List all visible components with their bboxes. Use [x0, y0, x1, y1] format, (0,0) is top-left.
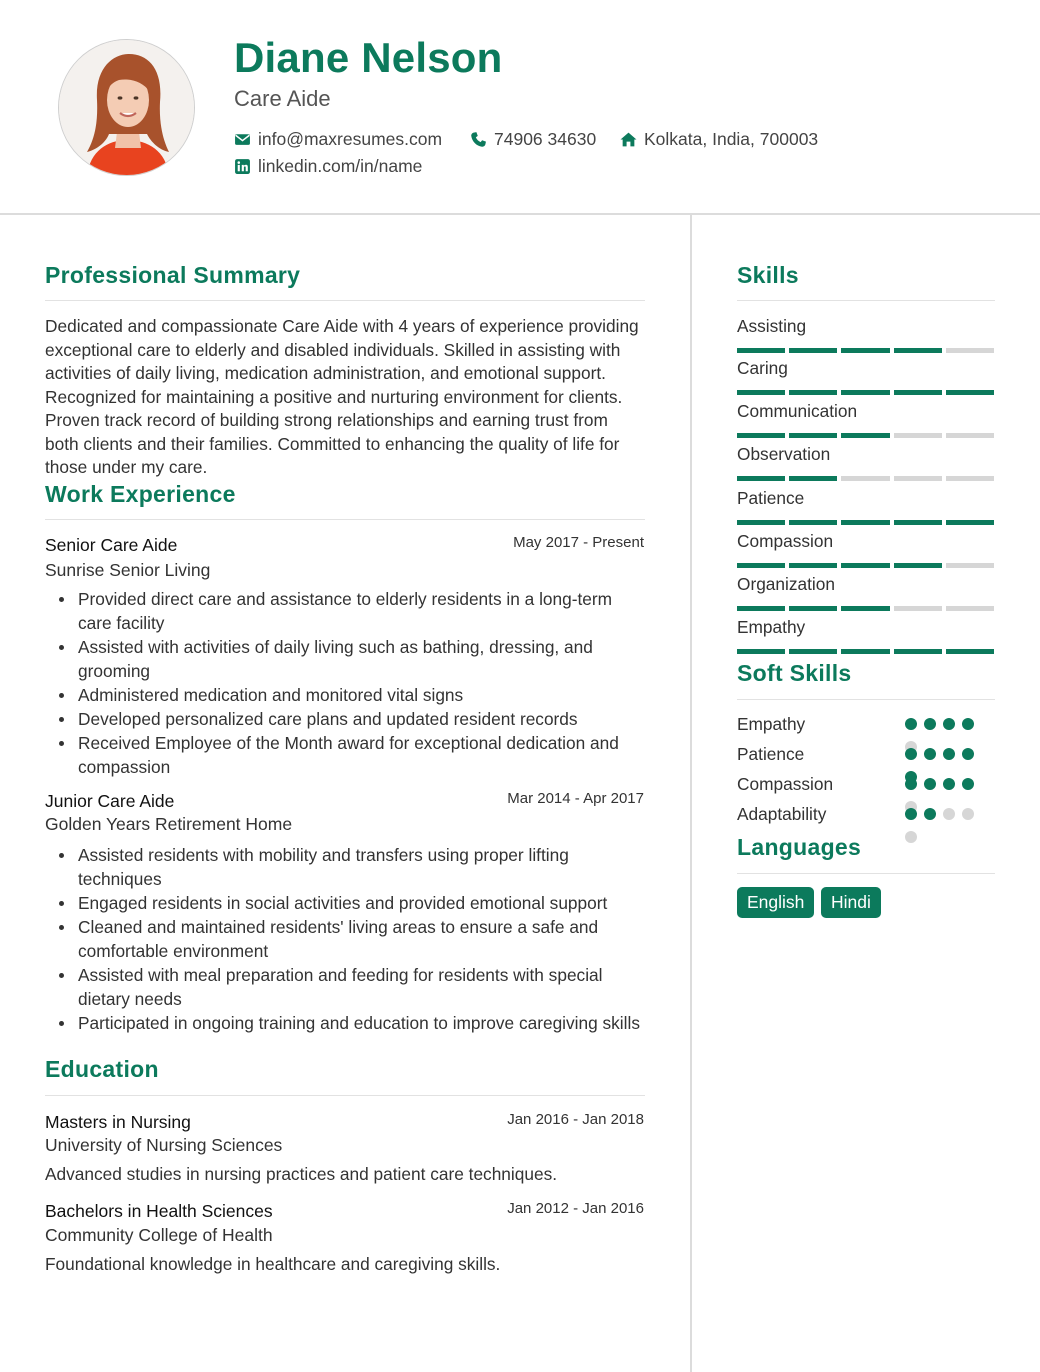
skill-level-segment — [841, 348, 889, 353]
skill-dot — [905, 748, 917, 760]
skill-name: Empathy — [737, 617, 806, 637]
skill-dot — [943, 778, 955, 790]
soft-skill-name: Adaptability — [737, 804, 827, 824]
skill-level-segment — [841, 476, 889, 481]
skill-level-segment — [894, 390, 942, 395]
skill-level-segment — [841, 606, 889, 611]
skill-level-segment — [894, 348, 942, 353]
school-name: Community College of Health — [45, 1225, 273, 1245]
degree-title: Masters in Nursing — [45, 1112, 191, 1132]
education-heading: Education — [45, 1056, 159, 1082]
job-bullet: Assisted residents with mobility and transfers using proper lifting techniques — [45, 843, 650, 891]
candidate-title: Care Aide — [234, 86, 331, 111]
skill-level-segment — [946, 476, 994, 481]
linkedin-text: linkedin.com/in/name — [258, 156, 423, 176]
skill-level-segment — [946, 606, 994, 611]
location-text: Kolkata, India, 700003 — [644, 129, 819, 149]
skill-name: Observation — [737, 444, 831, 464]
skill-level-bar — [737, 348, 994, 353]
job-bullet: Received Employee of the Month award for exceptional dedication and compassion — [45, 731, 650, 779]
job-bullet: Provided direct care and assistance to elderly residents in a long-term care facility — [45, 587, 650, 635]
skill-dot — [962, 718, 974, 730]
skill-level-segment — [894, 563, 942, 568]
skill-level-bar — [737, 476, 994, 481]
summary-rule — [45, 300, 645, 301]
job-bullet: Participated in ongoing training and education to improve caregiving skills — [45, 1011, 650, 1035]
skill-level-segment — [946, 563, 994, 568]
languages-heading: Languages — [737, 834, 862, 860]
degree-date: Jan 2012 - Jan 2016 — [507, 1200, 644, 1217]
skill-level-segment — [789, 348, 837, 353]
degree-date: Jan 2016 - Jan 2018 — [507, 1111, 644, 1128]
skill-level-segment — [737, 476, 785, 481]
skill-name: Compassion — [737, 531, 834, 551]
phone-contact[interactable] — [470, 129, 596, 150]
job-bullets — [45, 587, 650, 779]
job-bullet: Cleaned and maintained residents' living areas to ensure a safe and comfortable environment — [45, 915, 650, 963]
skill-level-segment — [737, 390, 785, 395]
soft-skills-rule — [737, 699, 995, 700]
skill-level-segment — [737, 433, 785, 438]
job-title: Senior Care Aide — [45, 535, 178, 555]
skill-level-segment — [841, 649, 889, 654]
job-organization: Golden Years Retirement Home — [45, 814, 293, 834]
skill-item — [737, 531, 994, 568]
candidate-name: Diane Nelson — [234, 34, 503, 81]
location-contact — [620, 129, 818, 150]
job-bullet: Assisted with meal preparation and feeding for residents with special dietary needs — [45, 963, 650, 1011]
language-badge: English — [737, 887, 814, 918]
profile-photo — [58, 39, 195, 176]
linkedin-contact[interactable] — [234, 156, 422, 177]
skill-level-segment — [841, 390, 889, 395]
resume-header — [0, 0, 1040, 215]
skill-dot — [943, 748, 955, 760]
skill-item — [737, 358, 994, 395]
skill-dot — [905, 831, 917, 843]
skill-item — [737, 574, 994, 611]
skill-item — [737, 617, 994, 654]
job-date: May 2017 - Present — [513, 534, 644, 551]
skill-item — [737, 401, 994, 438]
soft-skill-name: Compassion — [737, 774, 834, 794]
job-bullet: Developed personalized care plans and updated resident records — [45, 707, 650, 731]
skill-level-bar — [737, 606, 994, 611]
skill-level-segment — [789, 606, 837, 611]
home-icon — [620, 131, 637, 148]
experience-heading: Work Experience — [45, 481, 236, 507]
skill-item — [737, 316, 994, 353]
linkedin-icon — [234, 158, 251, 175]
skill-name: Caring — [737, 358, 788, 378]
skill-level-segment — [789, 476, 837, 481]
skill-level-segment — [737, 520, 785, 525]
skill-name: Patience — [737, 488, 805, 508]
summary-heading: Professional Summary — [45, 262, 301, 288]
skill-level-segment — [946, 433, 994, 438]
degree-description: Advanced studies in nursing practices and patient care techniques. — [45, 1164, 558, 1184]
education-rule — [45, 1095, 645, 1096]
skill-level-bar — [737, 563, 994, 568]
skills-rule — [737, 300, 995, 301]
skill-level-segment — [737, 348, 785, 353]
skill-item — [737, 488, 994, 525]
school-name: University of Nursing Sciences — [45, 1135, 283, 1155]
phone-icon — [470, 131, 487, 148]
summary-text: Dedicated and compassionate Care Aide with 4 years of experience providing exceptional care to elderly and disabled individuals. Skilled in assisting with activities of daily living, medication administration, and emotional support. Recognized for maintaining a positive and nurturing environment for clients. Proven track record of building strong relationships and earning trust from both clients and their families. Committed to enhancing the quality of life for those under my care. — [45, 316, 639, 477]
skill-dot — [924, 748, 936, 760]
skill-dot — [943, 718, 955, 730]
skill-item — [737, 444, 994, 481]
job-title: Junior Care Aide — [45, 791, 175, 811]
skill-level-segment — [894, 520, 942, 525]
skill-level-segment — [841, 520, 889, 525]
skill-level-bar — [737, 649, 994, 654]
skill-level-segment — [841, 563, 889, 568]
skill-level-segment — [946, 390, 994, 395]
skill-dot — [905, 778, 917, 790]
job-bullets — [45, 843, 650, 1035]
job-bullet: Administered medication and monitored vital signs — [45, 683, 650, 707]
skill-level-segment — [789, 649, 837, 654]
skill-dot — [924, 808, 936, 820]
skill-dot — [962, 808, 974, 820]
job-date: Mar 2014 - Apr 2017 — [507, 790, 644, 807]
skill-level-segment — [737, 649, 785, 654]
skill-level-segment — [946, 649, 994, 654]
email-text: info@maxresumes.com — [258, 129, 443, 149]
envelope-icon — [234, 131, 251, 148]
skill-level-segment — [789, 433, 837, 438]
skill-name: Organization — [737, 574, 835, 594]
soft-skill-name: Patience — [737, 744, 805, 764]
skill-level-segment — [789, 563, 837, 568]
soft-skills-heading: Soft Skills — [737, 660, 852, 686]
skill-dot — [924, 718, 936, 730]
skill-level-segment — [894, 606, 942, 611]
skill-level-bar — [737, 520, 994, 525]
degree-title: Bachelors in Health Sciences — [45, 1201, 273, 1221]
skill-level-segment — [946, 520, 994, 525]
skill-level-segment — [894, 476, 942, 481]
phone-text: 74906 34630 — [494, 129, 597, 149]
email-contact[interactable] — [234, 129, 442, 150]
skill-level-segment — [737, 563, 785, 568]
skill-name: Communication — [737, 401, 858, 421]
skill-level-bar — [737, 433, 994, 438]
job-bullet: Assisted with activities of daily living such as bathing, dressing, and grooming — [45, 635, 650, 683]
skill-dot — [905, 808, 917, 820]
skill-dot — [905, 718, 917, 730]
skill-dot — [943, 808, 955, 820]
skill-level-segment — [737, 606, 785, 611]
experience-rule — [45, 519, 645, 520]
skill-name: Assisting — [737, 316, 807, 336]
languages-rule — [737, 873, 995, 874]
skill-dot — [962, 748, 974, 760]
skill-level-segment — [946, 348, 994, 353]
skill-level-segment — [894, 649, 942, 654]
skill-level-segment — [789, 390, 837, 395]
job-organization: Sunrise Senior Living — [45, 560, 211, 580]
language-badge: Hindi — [821, 887, 881, 918]
skills-heading: Skills — [737, 262, 799, 288]
degree-description: Foundational knowledge in healthcare and caregiving skills. — [45, 1254, 501, 1274]
skill-level-segment — [841, 433, 889, 438]
skill-level-segment — [789, 520, 837, 525]
skill-dot — [924, 778, 936, 790]
soft-skill-name: Empathy — [737, 714, 806, 734]
skill-level-segment — [894, 433, 942, 438]
column-divider — [690, 215, 692, 1372]
skill-dot — [962, 778, 974, 790]
job-bullet: Engaged residents in social activities and provided emotional support — [45, 891, 650, 915]
skill-level-bar — [737, 390, 994, 395]
